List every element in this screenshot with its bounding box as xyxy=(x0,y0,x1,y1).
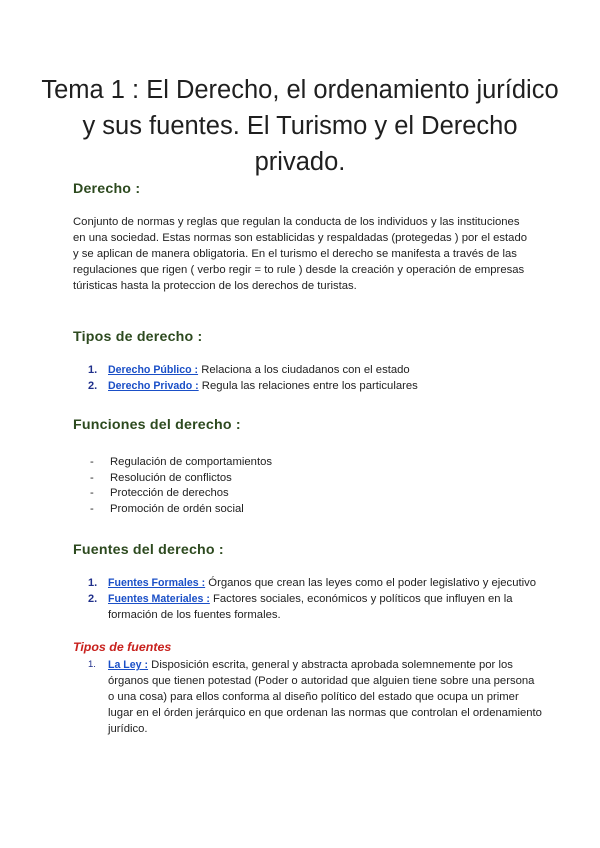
list-item xyxy=(73,591,543,623)
link-la-ley[interactable]: La Ley : xyxy=(108,659,149,671)
item-text: Órganos que crean las leyes como el poder legislativo y ejecutivo xyxy=(205,577,537,589)
item-text: Regulación de comportamientos xyxy=(110,456,273,468)
paragraph-derecho: Conjunto de normas y reglas que regulan la conducta de los individuos y las instituciones en una sociedad. Estas normas son establicidas y respaldadas (protegedas ) por el estado y se aplican de manera obligatoria. En el turismo el derecho se manifesta a través de las regulaciones que rigen ( verbo regir = to rule ) desde la creación y operación de empresas túristicas hasta la proteccion de los derechos de turistas. xyxy=(73,216,528,292)
list-tipos-derecho xyxy=(73,362,543,394)
list-item: - Regulación de comportamientos xyxy=(90,456,273,468)
page-title: Tema 1 : El Derecho, el ordenamiento jurídico y sus fuentes. El Turismo y el Derecho privado. xyxy=(41,76,559,176)
list-item xyxy=(73,575,543,591)
heading-fuentes-derecho: Fuentes del derecho : xyxy=(73,542,224,558)
item-text: Regula las relaciones entre los particulares xyxy=(198,380,418,392)
list-item xyxy=(73,657,543,737)
subheading-tipos-fuentes: Tipos de fuentes xyxy=(73,640,172,654)
item-text: Relaciona a los ciudadanos con el estado xyxy=(198,364,410,376)
item-text: Resolución de conflictos xyxy=(110,471,232,484)
list-tipos-fuentes xyxy=(73,657,543,737)
list-fuentes-derecho xyxy=(73,575,543,623)
item-text: Disposición escrita, general y abstracta aprobada solemnemente por los órganos que tienen potestad (Poder o autoridad que alguien tiene sobre una persona o una cosa) para ellos conforma al diseño político del estado que ocupa un primer lugar en el órden jerárquico en que ordenan las normas que controlan el ordenamiento jurídico. xyxy=(108,659,542,735)
item-text: Factores sociales, económicos y políticos que influyen en la formación de los fuentes formales. xyxy=(108,593,513,621)
heading-funciones-derecho: Funciones del derecho : xyxy=(73,417,241,433)
item-number: 1. xyxy=(88,577,98,589)
heading-tipos-derecho: Tipos de derecho : xyxy=(73,329,203,345)
link-fuentes-formales[interactable]: Fuentes Formales : xyxy=(108,577,206,589)
list-item xyxy=(73,362,543,378)
item-text: Promoción de ordén social xyxy=(110,502,244,515)
list-item: - Promoción de ordén social xyxy=(90,502,244,515)
link-derecho-publico[interactable]: Derecho Público : xyxy=(108,364,199,376)
link-fuentes-materiales[interactable]: Fuentes Materiales : xyxy=(108,593,210,605)
list-item: - Protección de derechos xyxy=(90,487,229,500)
heading-derecho: Derecho : xyxy=(73,181,141,197)
item-text: Protección de derechos xyxy=(110,487,229,500)
list-funciones-derecho xyxy=(73,455,533,517)
link-derecho-privado[interactable]: Derecho Privado : xyxy=(108,380,199,392)
list-item xyxy=(73,378,543,394)
list-item: - Resolución de conflictos xyxy=(90,471,232,484)
item-number: 2. xyxy=(88,380,98,392)
item-number: 1. xyxy=(88,659,96,670)
item-number: 1. xyxy=(88,364,98,376)
item-number: 2. xyxy=(88,593,98,605)
